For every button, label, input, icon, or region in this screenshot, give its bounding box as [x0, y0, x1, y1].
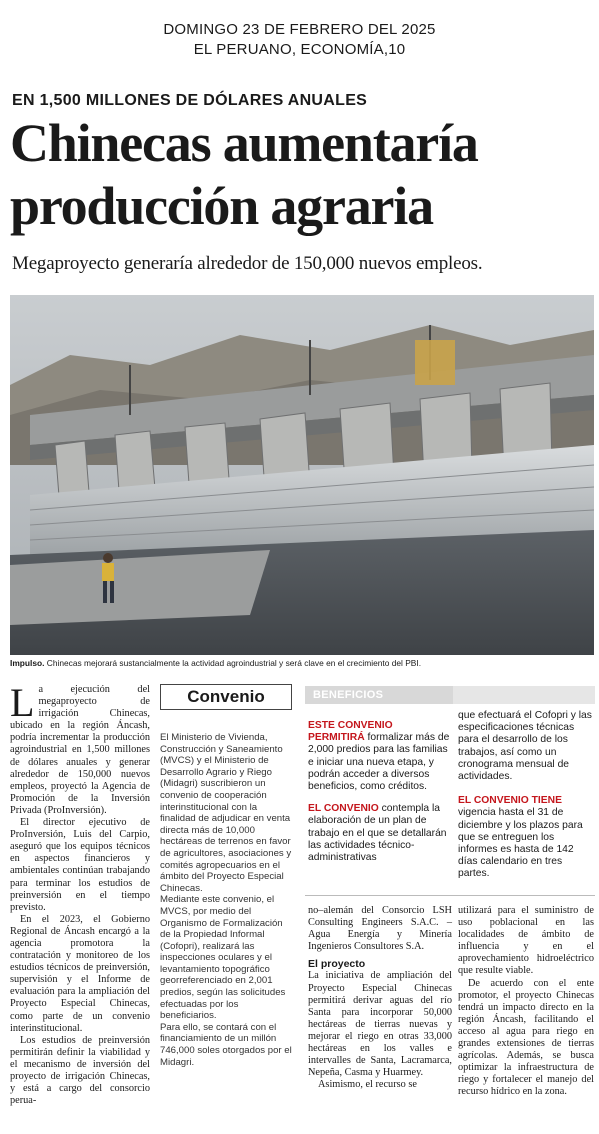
photo-caption [10, 658, 594, 669]
convenio-paragraph-2: Mediante este convenio, el MVCS, por medio del Organismo de Formalización de la Propiedad Informal (Cofopri), realizará las inspecciones oculares y el levantamiento topográfico georreferenciado en 2,001 predios, según las solicitudes efectuadas por los beneficiarios. [160, 894, 286, 1022]
section-divider [305, 895, 595, 896]
beneficio-4-lead: EL CONVENIO TIENE [458, 795, 562, 807]
headline [10, 112, 595, 238]
caption-label: Impulso. [10, 658, 45, 668]
beneficio-3: que efectuará el Cofopri y las especificaciones técnicas para el desarrollo de los trabajos, así como un cronograma mensual de actividades. [458, 710, 592, 783]
beneficio-4 [458, 795, 594, 880]
headline-line-1: Chinecas aumentaría [10, 113, 478, 173]
publication-text: EL PERUANO, ECONOMÍA,10 [193, 41, 406, 58]
beneficios-header [305, 686, 595, 704]
body-paragraph-9: De acuerdo con el ente promotor, el proyecto Chinecas tendrá un impacto directo en la región Áncash, facilitando el acceso al agua para riego en grandes extensiones de tierras agrícolas. Además, se busca optimizar la infraestructura de riego y fortalecer el manejo del recurso hídrico en la zona. [458, 977, 594, 1098]
body-paragraph-3: En el 2023, el Gobierno Regional de Áncash encargó a la agencia promotora la contratación y monitoreo de los estudios técnicos de preinversión, supervisión y el Informe de evaluación para la ampliación del Proyecto Especial Chinecas, como parte de un convenio interinstitucional. [10, 913, 150, 1034]
subhead-el-proyecto: El proyecto [308, 958, 366, 971]
beneficio-2-text: contempla la elaboración de un plan de trabajo en el que se detallarán las actividades técnico-administrativas [308, 803, 447, 864]
beneficio-2-lead: EL CONVENIO [308, 803, 379, 815]
body-paragraph-1: a ejecución del megaproyecto de irrigación Chinecas, ubicado en la región Áncash, podría incrementar la producción agroindustrial en 1,500 millones de dólares anuales y generar alrededor de 150,000 nuevos empleos, proyectó la Agencia de Promoción de la Inversión Privada (ProInversión). [10, 684, 150, 816]
body-paragraph-8: utilizará para el suministro de uso poblacional en las localidades de ámbito de influencia y en el aprovechamiento hidroeléctrico que resulte viable. [458, 905, 594, 977]
kicker: EN 1,500 MILLONES DE DÓLARES ANUALES [12, 92, 368, 109]
convenio-paragraph-1: El Ministerio de Vivienda, Construcción y Saneamiento (MVCS) y el Ministerio de Desarrollo Agrario y Riego (Midagri) suscribieron un convenio de cooperación interinstitucional con la finalidad de adjudicar en venta directa más de 10,000 hectáreas de terrenos en favor de agricultores, asociaciones y comités agropecuarios en el ámbito del Proyecto Especial Chinecas. [160, 732, 292, 894]
dam-photo [10, 295, 594, 655]
caption-text: Chinecas mejorará sustancialmente la actividad agroindustrial y será clave en el crecimiento del PBI. [44, 658, 422, 668]
date-text: DOMINGO 23 DE FEBRERO DEL 2025 [163, 21, 436, 38]
body-paragraph-2: El director ejecutivo de ProInversión, Luis del Carpio, aseguró que los equipos técnicos en aspectos financieros y ambientales continúan trabajando para terminar los estudios de preinversión en el tiempo previsto. [10, 817, 150, 913]
dateline [0, 20, 599, 60]
body-column-1 [10, 680, 150, 1107]
body-column-3 [308, 905, 452, 1091]
body-paragraph-7: Asimismo, el recurso se [318, 1079, 417, 1091]
beneficios-label: BENEFICIOS [305, 686, 453, 704]
dam-illustration [10, 295, 594, 655]
beneficio-1 [308, 720, 450, 793]
body-column-4 [458, 905, 594, 1099]
deck: Megaproyecto generaría alrededor de 150,000 nuevos empleos. [12, 253, 483, 274]
body-paragraph-6: La iniciativa de ampliación del Proyecto Especial Chinecas permitirá derivar aguas del río Santa para incorporar 50,000 hectáreas de tierras nuevas y mejorar el riego en otras 33,000 hectáreas en los valles e intervalles de Santa, Lacramarca, Nepeña, Casma y Huarmey. [308, 970, 452, 1079]
beneficios-column-left [308, 720, 450, 864]
convenio-paragraph-3: Para ello, se contará con el financiamiento de un millón 746,000 soles otorgados por el Midagri. [160, 1021, 292, 1068]
beneficios-column-right [458, 710, 594, 881]
beneficio-2 [308, 803, 450, 864]
convenio-title-box: Convenio [160, 684, 292, 710]
drop-cap: L [10, 680, 35, 725]
beneficio-4-text: vigencia hasta el 31 de diciembre y los plazos para que se entreguen los informes es hasta de 142 días calendario en tres partes. [458, 807, 583, 880]
convenio-column [160, 732, 292, 1068]
body-paragraph-5: no–alemán del Consorcio LSH Consulting Engineers S.A.C. – Agua Energía y Minería Ingenieros Consultores S.A. [308, 905, 452, 953]
beneficio-1-text: formalizar más de 2,000 predios para las familias e iniciar una nueva etapa, y podrán acceder a diversos beneficios, como créditos. [308, 732, 450, 793]
beneficio-1-lead: ESTE CONVENIO PERMITIRÁ [308, 720, 393, 744]
body-paragraph-4: Los estudios de preinversión permitirán definir la viabilidad y el mecanismo de inversión del proyecto de irrigación Chinecas, y está a cargo del consorcio perua- [10, 1034, 150, 1107]
headline-line-2: producción agraria [10, 176, 433, 236]
